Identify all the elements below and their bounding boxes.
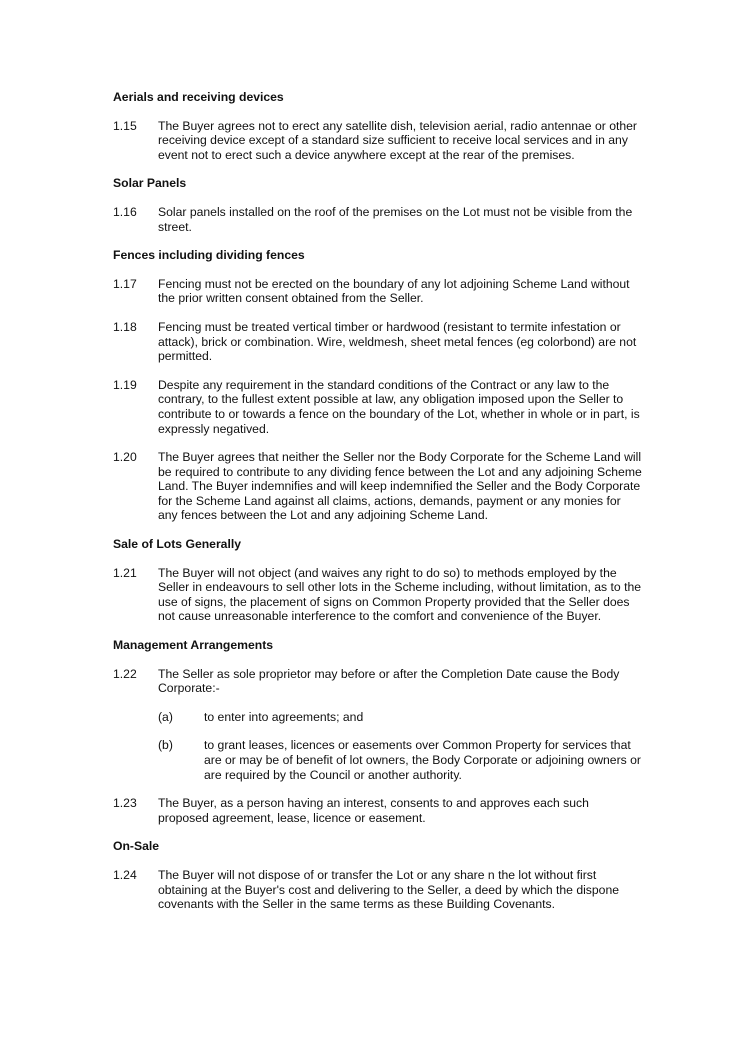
clause-text: The Seller as sole proprietor may before or after the Completion Date cause the Body Corporate:- [158,666,620,696]
subclause-a [158,710,643,725]
clause-1-23 [113,796,643,825]
clause-number: 1.20 [113,450,137,465]
clause-number: 1.23 [113,796,137,811]
clause-text: The Buyer will not object (and waives any right to do so) to methods employed by the Seller in endeavours to sell other lots in the Scheme including, without limitation, as to the use of signs, the placement of signs on Common Property provided that the Seller does not cause unreasonable interference to the comfort and convenience of the Buyer. [158,565,642,624]
clause-text: The Buyer agrees not to erect any satellite dish, television aerial, radio antennae or other receiving device except of a standard size sufficient to receive local services and in any event not to erect such a device anywhere except at the rear of the premises. [158,118,637,162]
clause-1-18 [113,320,643,364]
clause-1-19 [113,378,643,436]
clause-text: The Buyer agrees that neither the Seller nor the Body Corporate for the Scheme Land will be required to contribute to any dividing fence between the Lot and any adjoining Scheme Land. The Buyer indemnifies and will keep indemnified the Seller and the Body Corporate for the Scheme Land against all claims, actions, demands, payment or any monies for any fences between the Lot and any adjoining Scheme Land. [158,450,642,523]
clause-1-22 [113,667,643,696]
clause-1-24 [113,868,643,912]
clause-text: Fencing must not be erected on the boundary of any lot adjoining Scheme Land without the prior written consent obtained from the Seller. [158,276,630,306]
clause-1-17 [113,277,643,306]
clause-number: 1.21 [113,565,137,580]
clause-number: 1.19 [113,377,137,392]
clause-1-20 [113,450,643,523]
document-page [113,90,643,926]
clause-number: 1.15 [113,118,137,133]
subclause-number: (a) [158,709,173,724]
clause-number: 1.18 [113,319,137,334]
clause-number: 1.17 [113,276,137,291]
clause-1-15 [113,119,643,163]
section-heading-solar-panels: Solar Panels [113,176,187,191]
clause-text: The Buyer will not dispose of or transfer the Lot or any share n the lot without first obtaining at the Buyer's cost and delivering to the Seller, a deed by which the dispone covenants with the Seller in the same terms as these Building Covenants. [158,867,620,912]
clause-number: 1.24 [113,867,137,882]
subclause-text: to enter into agreements; and [204,709,364,724]
clause-number: 1.16 [113,204,137,219]
section-heading-aerials: Aerials and receiving devices [113,90,284,104]
clause-text: Despite any requirement in the standard conditions of the Contract or any law to the contrary, to the fullest extent possible at law, any obligation imposed upon the Seller to contribute to or towards a fence on the boundary of the Lot, whether in whole or in part, is expressly negatived. [158,377,640,436]
clause-number: 1.22 [113,666,137,681]
section-heading-on-sale: On-Sale [113,839,160,854]
subclause-text: to grant leases, licences or easements over Common Property for services that are or may be of benefit of lot owners, the Body Corporate or adjoining owners or are required by the Council or another authority. [204,738,641,782]
clause-text: Fencing must be treated vertical timber or hardwood (resistant to termite infestation or attack), brick or combination. Wire, weldmesh, sheet metal fences (eg colorbond) are not permitted. [158,319,637,364]
section-heading-fences: Fences including dividing fences [113,248,305,263]
section-heading-sale-of-lots: Sale of Lots Generally [113,537,242,552]
clause-text: The Buyer, as a person having an interest, consents to and approves each such proposed agreement, lease, licence or easement. [158,796,589,825]
clause-1-16 [113,205,643,234]
clause-1-21 [113,566,643,624]
subclause-number: (b) [158,738,173,753]
subclause-b [158,738,643,782]
section-heading-management: Management Arrangements [113,638,274,653]
clause-text: Solar panels installed on the roof of the premises on the Lot must not be visible from the street. [158,204,633,234]
